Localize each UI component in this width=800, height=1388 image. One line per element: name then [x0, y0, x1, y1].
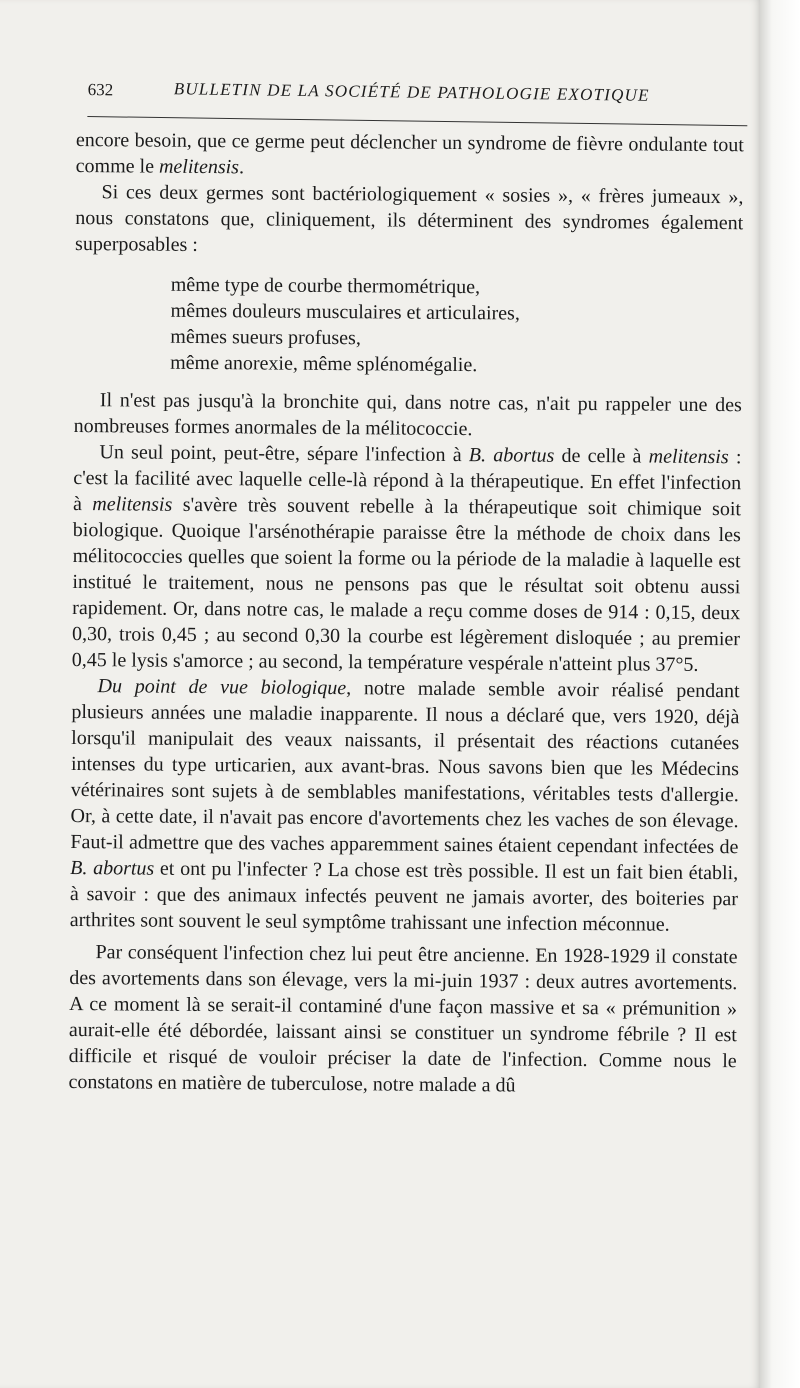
paragraph-5-text-b: et ont pu l'infecter ? La chose est très possible. Il est un fait bien établi, à savoir : que des animaux infectés peuvent ne jamais avorter, des boiteries par arthrites sont souvent le seul symptôme trahissant une infection méconnue. — [69, 857, 739, 936]
paragraph-4-text-b: de celle à — [554, 444, 649, 468]
page-number: 632 — [87, 79, 114, 100]
page-header — [87, 72, 748, 125]
paragraph-5-text-a: , notre malade semble avoir réalisé pendant plusieurs années une maladie inapparente. Il nous a déclaré que, vers 1920, déjà lorsqu'il manipulait des veaux naissants, il présentait des réactions cutanées intenses du type urticarien, aux avant-bras. Nous savons bien que les Médecins vétérinaires sont sujets à de semblables manifestations, véritables tests d'allergie. Or, à cette date, il n'avait pas encore d'avortements chez les vaches de son élevage. Faut-il admettre que des vaches apparemment saines étaient cependant infectées de — [70, 677, 740, 859]
paragraph-4 — [72, 439, 742, 678]
body-text — [68, 127, 744, 1100]
list-item: mêmes douleurs musculaires et articulaires, — [170, 299, 520, 325]
paragraph-3: Il n'est pas jusqu'à la bronchite qui, dans notre cas, n'ait pu rappeler une des nombreuses formes anormales de la mélitococcie. — [73, 389, 742, 441]
paragraph-1-italic: melitensis — [158, 155, 240, 179]
header-rule — [87, 116, 747, 126]
paragraph-4-italic-3: melitensis — [92, 493, 173, 516]
symptom-list — [170, 272, 743, 380]
page-edge — [760, 0, 800, 1388]
paragraph-1 — [76, 127, 744, 184]
paragraph-4-text-c: : c'est la facilité avec laquelle celle-là répond à la thérapeutique. En effet l'infection à — [72, 446, 742, 516]
paragraph-1-text: encore besoin, que ce germe peut déclencher un syndrome de fièvre ondulante tout comme le — [75, 128, 744, 178]
paragraph-5-italic: Du point de vue biologique — [97, 675, 347, 700]
paragraph-4-italic-1: B. abortus — [468, 444, 555, 467]
paragraph-4-text-a: Un seul point, peut-être, sépare l'infection à — [99, 441, 469, 467]
paragraph-5-italic-2: B. abortus — [70, 856, 155, 880]
paragraph-5 — [70, 673, 740, 938]
paragraph-1-end: . — [238, 156, 245, 179]
paragraph-6: Par conséquent l'infection chez lui peut être ancienne. En 1928-1929 il constate des avortements dans son élevage, vers la mi-juin 1937 : deux autres avortements. A ce moment là se serait-il contaminé d'une façon massive et sa « prémunition » aurait-elle été débordée, laissant ainsi se constituer un syndrome fébrile ? Il est difficile et risqué de vouloir préciser la date de l'infection. Comme nous le constatons en matière de tuberculose, notre malade a dû — [68, 941, 738, 1097]
paragraph-2: Si ces deux germes sont bactériologiquement « sosies », « frères jumeaux », nous constatons que, cliniquement, ils déterminent des syndromes également superposables : — [74, 181, 744, 256]
list-item: même type de courbe thermométrique, — [170, 273, 481, 299]
paragraph-4-italic-2: melitensis — [648, 445, 729, 469]
list-item: mêmes sueurs profuses, — [170, 325, 361, 350]
list-item: même anorexie, même splénomégalie. — [170, 351, 478, 377]
paragraph-4-text-d: s'avère très souvent rebelle à la thérapeutique soit chimique soit biologique. Quoique l'arsénothérapie paraisse être la méthode de choix dans les mélitococcies quelles que soient la forme ou la période de la maladie à laquelle est institué le traitement, nous ne pensons pas que le résultat soit obtenu aussi rapidement. Or, dans notre cas, le malade a reçu comme doses de 914 : 0,15, deux 0,30, trois 0,45 ; au second 0,30 la courbe est légèrement disloquée ; au premier 0,45 le lysis s'amorce ; au second, la température vespérale n'atteint plus 37°5. — [71, 493, 742, 676]
running-title: BULLETIN DE LA SOCIÉTÉ DE PATHOLOGIE EXOTIQUE — [173, 79, 650, 105]
